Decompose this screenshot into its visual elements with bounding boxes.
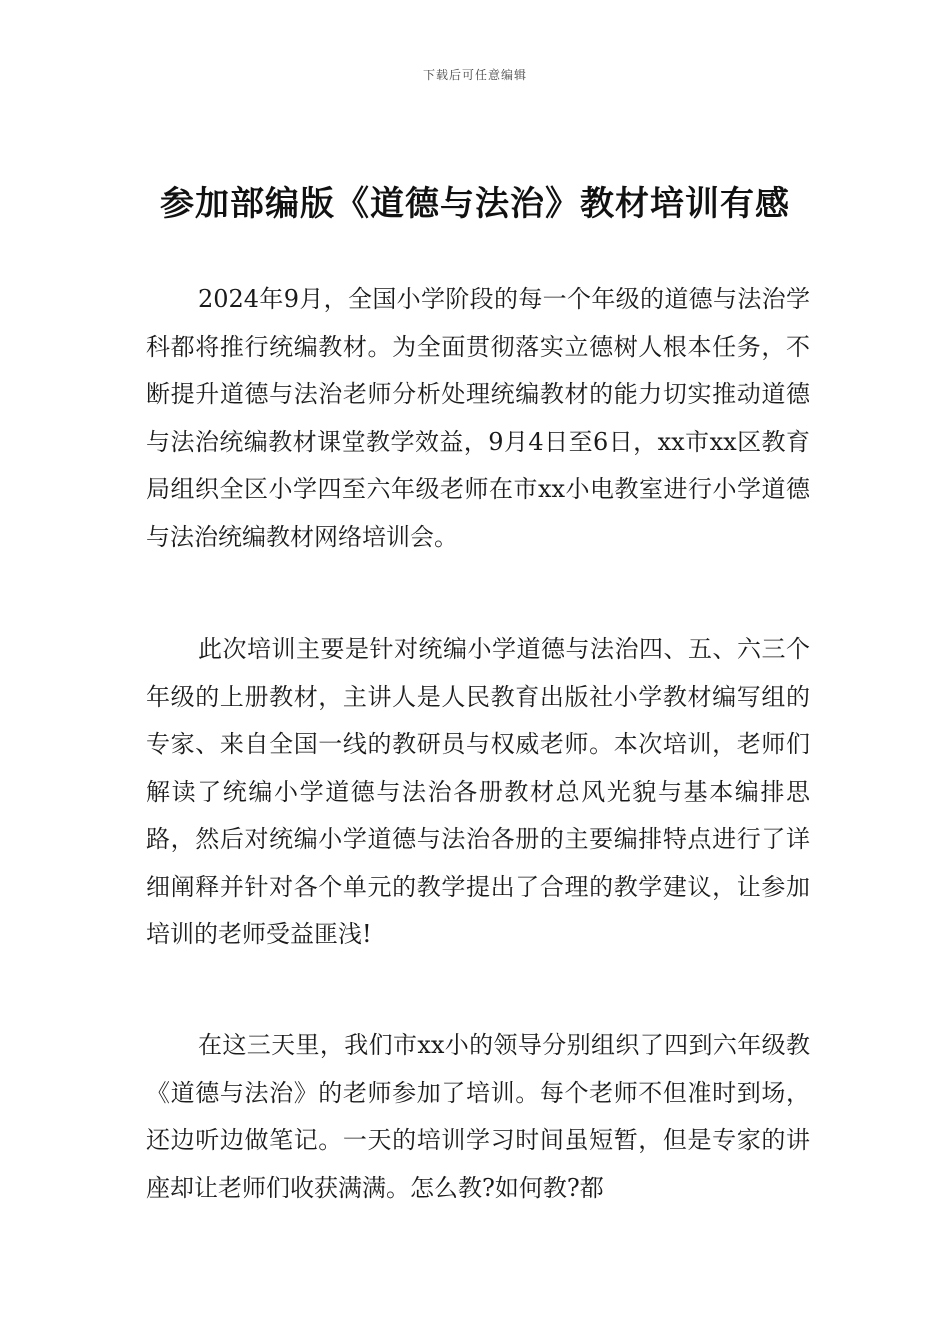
header-note: 下载后可任意编辑 — [422, 68, 527, 82]
paragraph-3: 在这三天里，我们市xx小的领导分别组织了四到六年级教《道德与法治》的老师参加了培训。每个老师不但准时到场，还边听边做笔记。一天的培训学习时间虽短暂，但是专家的讲座却让老师们收获满满。怎么教?如何教?都 — [146, 1031, 810, 1202]
paragraph-1: 2024年9月，全国小学阶段的每一个年级的道德与法治学科都将推行统编教材。为全面贯彻落实立德树人根本任务，不断提升道德与法治老师分析处理统编教材的能力切实推动道德与法治统编教材课堂教学效益，9月4日至6日，xx市xx区教育局组织全区小学四至六年级老师在市xx小电教室进行小学道德与法治统编教材网络培训会。 — [146, 285, 810, 551]
paragraph-2: 此次培训主要是针对统编小学道德与法治四、五、六三个年级的上册教材，主讲人是人民教育出版社小学教材编写组的专家、来自全国一线的教研员与权威老师。本次培训，老师们解读了统编小学道德与法治各册教材总风光貌与基本编排思路，然后对统编小学道德与法治各册的主要编排特点进行了详细阐释并针对各个单元的教学提出了合理的教学建议，让参加培训的老师受益匪浅! — [146, 635, 810, 948]
document-title: 参加部编版《道德与法治》教材培训有感 — [160, 184, 790, 224]
